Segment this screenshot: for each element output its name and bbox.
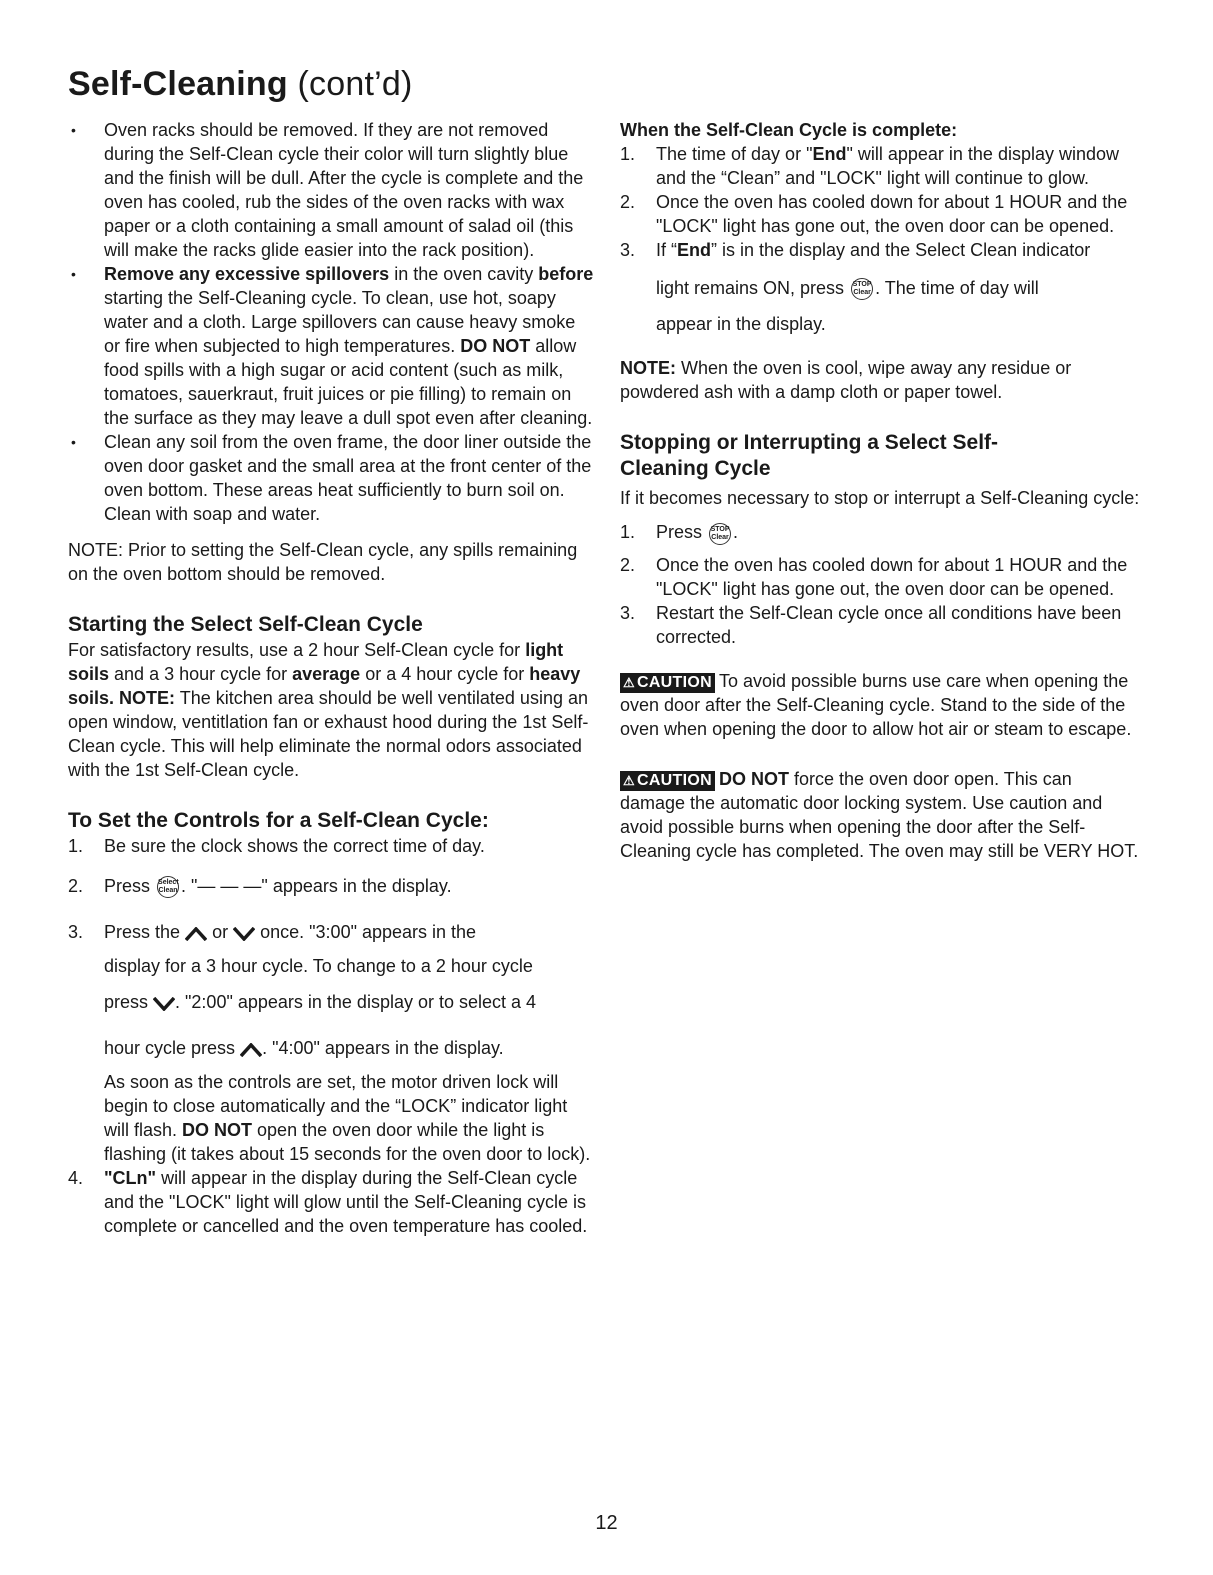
step-text: display for a 3 hour cycle. To change to a 2 hour cycle [104, 956, 533, 977]
bold-text: light soils [68, 640, 564, 684]
step-text: or [212, 922, 229, 943]
down-arrow-icon [233, 927, 255, 941]
step-number: 3. [68, 922, 84, 943]
step-text: Once the oven has cooled down for about 1 HOUR and the "LOCK" light has gone out, the oven door can be opened. [656, 192, 1128, 236]
up-arrow-icon [185, 927, 207, 941]
text-run: open the oven door while the light is flashing (it takes about 15 seconds for the oven door to lock). [104, 1120, 591, 1165]
step-text: Be sure the clock shows the correct time of day. [104, 836, 485, 856]
list-item [68, 262, 596, 430]
list-item [68, 920, 596, 1166]
step-text: hour cycle press [104, 1038, 236, 1059]
step-number: 2. [620, 554, 636, 575]
text-run: and a 3 hour cycle for [109, 664, 293, 684]
step-text [656, 144, 1119, 188]
bold-text: End [812, 144, 847, 164]
step-text: . [733, 522, 739, 543]
step-text: Restart the Self-Clean cycle once all conditions have been corrected. [656, 602, 1122, 647]
text-run: " will appear in the display window and the “Clean” and "LOCK" light will continue to glow. [656, 144, 1119, 188]
text-run: will appear in the display during the Self-Clean cycle and the "LOCK" light will glow until the Self-Cleaning cycle is complete or cancelled and the oven temperature has cooled. [104, 1168, 588, 1237]
starting-heading: Starting the Select Self-Clean Cycle [68, 613, 423, 636]
text-run: in the oven cavity [389, 264, 539, 284]
text-run: starting the Self-Cleaning cycle. To clean, use hot, soapy water and a cloth. Large spillovers can cause heavy smoke or fire when subjected to high temperatures. [104, 288, 576, 356]
text-run: The kitchen area should be well ventilated using an open window, ventitlation fan or exhaust hood during the 1st Self-Clean cycle. This will help eliminate the normal odors associated with the 1st Self-Clean cycle. [68, 688, 589, 780]
caution-badge: ⚠ CAUTION [620, 673, 715, 693]
starting-paragraph [68, 638, 596, 782]
stopping-heading: Stopping or Interrupting a Select Self-Cleaning Cycle [620, 431, 999, 481]
step-text: . The time of day will [875, 278, 1039, 298]
step-text [104, 1070, 596, 1166]
bold-text: End [677, 240, 711, 260]
note-residue [620, 356, 1140, 404]
text-run: When the oven is cool, wipe away any residue or powdered ash with a damp cloth or paper towel. [620, 358, 1072, 403]
text-run: or a 4 hour cycle for [360, 664, 530, 684]
list-item [620, 190, 1140, 238]
text-run: ” is in the display and the Select Clean indicator [711, 240, 1091, 260]
caution-note-2 [620, 767, 1140, 863]
list-item [68, 834, 596, 858]
step-number: 3. [620, 240, 636, 260]
text-run: For satisfactory results, use a 2 hour Self-Clean cycle for [68, 640, 526, 660]
bold-text: DO NOT [718, 768, 789, 789]
text-run: force the oven door open. This can damage the automatic door locking system. Use caution and avoid possible burns when opening the door after the Self-Cleaning cycle has completed. The oven may still be VERY HOT. [620, 768, 1139, 861]
select-clean-button-icon: Select Clean [157, 876, 179, 898]
step-text: Press [656, 522, 703, 543]
title-main: Self-Cleaning [68, 65, 288, 103]
step-number: 4. [68, 1168, 84, 1189]
list-item [620, 238, 1140, 336]
list-item [620, 601, 1140, 649]
list-item [68, 874, 596, 898]
text-run: The time of day or " [656, 144, 813, 164]
step-number: 2. [620, 192, 636, 212]
caution-text: To avoid possible burns use care when opening the oven door after the Self-Cleaning cycle. Stand to the side of the oven when opening the door to allow hot air or steam to escape. [620, 670, 1132, 739]
down-arrow-icon [153, 997, 175, 1011]
text-run: As soon as the controls are set, the motor driven lock will begin to close automatically and the “LOCK” indicator light will flash. [104, 1072, 568, 1141]
text-run: If “ [656, 240, 677, 260]
step-text: . "— — —" appears in the display. [181, 876, 452, 896]
caution-badge: ⚠ CAUTION [620, 771, 715, 791]
step-text: . "4:00" appears in the display. [262, 1038, 504, 1059]
note-prior: NOTE: Prior to setting the Self-Clean cycle, any spills remaining on the oven bottom should be removed. [68, 540, 578, 584]
left-column [68, 118, 596, 1238]
step-number: 1. [68, 836, 84, 856]
page-number: 12 [595, 1512, 618, 1534]
step-text: . "2:00" appears in the display or to select a 4 [175, 992, 537, 1013]
step-number: 2. [68, 876, 84, 896]
bold-text: "CLn" [104, 1168, 157, 1189]
bold-text: DO NOT [182, 1120, 253, 1141]
list-item [68, 118, 596, 262]
step-number: 3. [620, 602, 636, 623]
caution-note-1 [620, 669, 1140, 741]
bold-text: before [538, 264, 594, 284]
step-number: 1. [620, 144, 636, 164]
step-text: Once the oven has cooled down for about 1 HOUR and the "LOCK" light has gone out, the oven door can be opened. [656, 554, 1128, 599]
list-item [620, 142, 1140, 190]
stop-clear-button-icon: STOP Clear [709, 523, 731, 545]
bold-text: Remove any excessive spillovers [104, 264, 390, 284]
warning-icon: ⚠ [623, 772, 635, 788]
page-title [68, 64, 413, 104]
stopping-intro: If it becomes necessary to stop or interrupt a Self-Cleaning cycle: [620, 488, 1140, 509]
step-text [656, 238, 1140, 262]
step-text: Press [104, 876, 151, 896]
stopping-steps [620, 520, 1140, 648]
set-controls-heading: To Set the Controls for a Self-Clean Cycle: [68, 809, 489, 832]
title-suffix: (cont’d) [297, 65, 413, 103]
step-text: appear in the display. [656, 314, 826, 335]
step-text: Press the [104, 922, 181, 943]
bold-text: heavy soils. [68, 664, 581, 708]
step-text: once. "3:00" appears in the [260, 922, 477, 943]
complete-heading: When the Self-Clean Cycle is complete: [620, 120, 958, 140]
up-arrow-icon [240, 1043, 262, 1057]
text-run: Clean any soil from the oven frame, the door liner outside the oven door gasket and the small area at the front center of the oven bottom. These areas heat sufficiently to burn soil on. Clean with soap and water. [104, 432, 592, 524]
text-run: Oven racks should be removed. If they are not removed during the Self-Clean cycle their color will turn slightly blue and the finish will be dull. After the cycle is complete and the oven has cooled, rub the sides of the oven racks with wax paper or a cloth containing a small amount of salad oil (this will make the racks glide easier into the rack position). [104, 120, 584, 260]
list-item [68, 430, 596, 526]
complete-steps [620, 142, 1140, 336]
stop-clear-button-icon: STOP Clear [851, 278, 873, 300]
warning-icon: ⚠ [623, 674, 635, 690]
right-column [620, 118, 1140, 863]
list-item [68, 1166, 596, 1238]
bold-text: DO NOT [460, 336, 531, 356]
bold-text: NOTE: [620, 358, 676, 379]
text-run: allow food spills with a high sugar or acid content (such as milk, tomatoes, sauerkraut, fruit juices or pie filling) to remain on the surface as they may leave a dull spot even after cleaning. [104, 336, 593, 428]
step-text [104, 1168, 587, 1236]
step-number: 1. [620, 522, 636, 543]
bold-text: average [292, 664, 361, 684]
list-item [620, 553, 1140, 601]
set-controls-steps [68, 834, 596, 1238]
precaution-list [68, 118, 596, 526]
step-text: press [104, 992, 149, 1013]
bold-text: NOTE: [119, 688, 176, 708]
list-item [620, 520, 1140, 544]
step-text: light remains ON, press [656, 278, 845, 298]
